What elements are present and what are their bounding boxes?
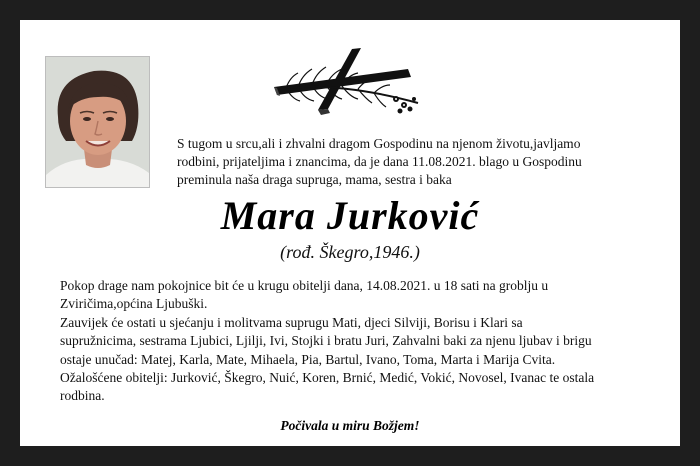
announcement-line: rodbini, prijateljima i znancima, da je dana 11.08.2021. blago u Gospodinu: [177, 154, 582, 169]
announcement-text: [177, 135, 647, 189]
details-line: supružnicima, sestrama Ljubici, Ljilji, Ivi, Stojki i bratu Juri, Zahvalni baki za njenu ljubav i brigu: [60, 333, 592, 349]
maiden-name-birth-year: (rođ. Škegro,1946.): [280, 242, 420, 262]
obituary-card: [20, 20, 680, 446]
details-line: Zviričima,općina Ljubuški.: [60, 296, 208, 312]
announcement-line: S tugom u srcu,ali i zhvalni dragom Gospodinu na njenom životu,javljamo: [177, 136, 581, 151]
details-line: ostaje unučad: Matej, Karla, Mate, Mihaela, Pia, Bartul, Ivano, Toma, Marta i Marija Cvita.: [60, 351, 556, 367]
funeral-details: [60, 277, 670, 406]
details-line: Zauvijek će ostati u sjećanju i molitvama suprugu Mati, djeci Silviji, Borisu i Klari sa: [60, 314, 523, 330]
portrait-photo: [45, 56, 150, 188]
deceased-name: Mara Jurković: [220, 193, 480, 238]
closing-line: Počivala u miru Božjem!: [280, 418, 420, 433]
cross-with-palm-branch-icon: [268, 47, 424, 117]
details-line: Ožalošćene obitelji: Jurković, Škegro, Nuić, Koren, Brnić, Medić, Vokić, Novosel, Ivanac te ostala: [60, 370, 595, 386]
details-line: Pokop drage nam pokojnice bit će u krugu obitelji dana, 14.08.2021. u 18 sati na groblju u: [60, 278, 549, 293]
details-line: rodbina.: [60, 388, 105, 404]
announcement-line: preminula naša draga supruga, mama, sestra i baka: [177, 172, 452, 187]
